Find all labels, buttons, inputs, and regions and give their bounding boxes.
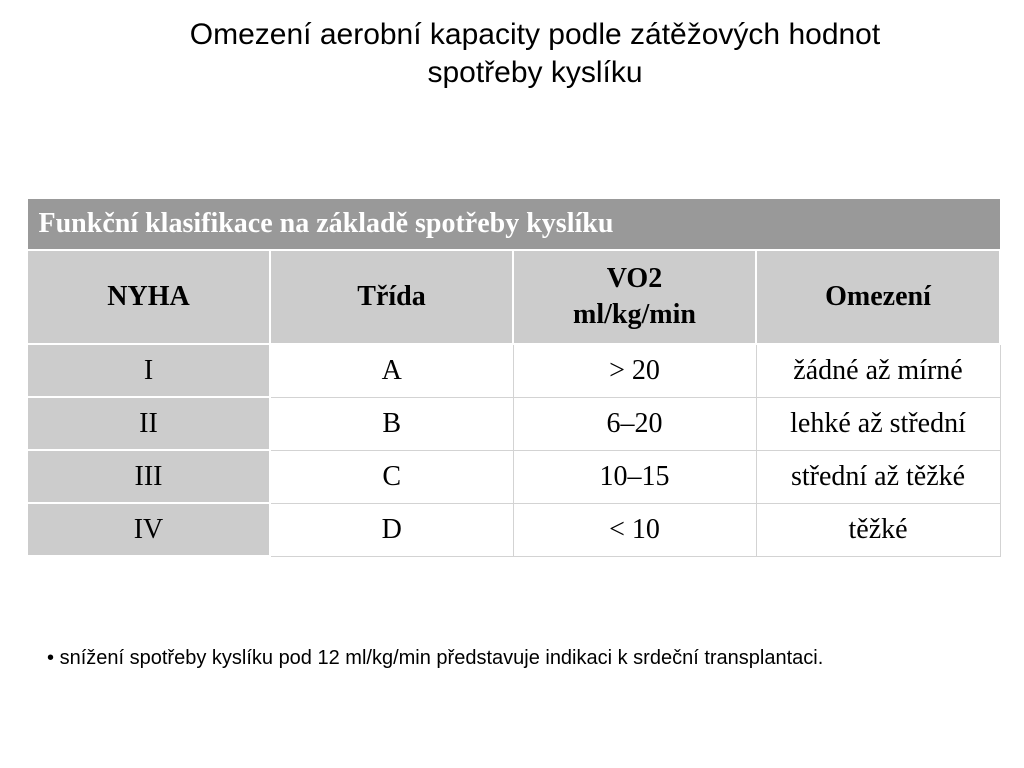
cell-trida: B	[270, 397, 513, 450]
bullet-marker: •	[47, 647, 55, 669]
slide-title	[60, 16, 1010, 92]
table-caption-row	[27, 199, 1000, 251]
cell-omezeni: střední až těžké	[756, 450, 1000, 503]
table-row	[27, 344, 1000, 397]
cell-nyha: III	[27, 450, 270, 503]
cell-omezeni: lehké až střední	[756, 397, 1000, 450]
cell-vo2: < 10	[513, 503, 756, 556]
cell-trida: C	[270, 450, 513, 503]
table-header-row	[27, 250, 1000, 344]
header-vo2-label: VO2	[606, 263, 663, 294]
cell-nyha: II	[27, 397, 270, 450]
table-caption: Funkční klasifikace na základě spotřeby kyslíku	[27, 199, 1000, 251]
transplant-note	[47, 643, 967, 673]
header-omezeni: Omezení	[756, 250, 1000, 344]
slide-title-line-1: Omezení aerobní kapacity podle zátěžových hodnot	[189, 18, 881, 51]
slide-title-line-2: spotřeby kyslíku	[427, 56, 643, 89]
table-row	[27, 450, 1000, 503]
cell-trida: D	[270, 503, 513, 556]
header-vo2-unit: ml/kg/min	[573, 299, 696, 330]
table-row	[27, 503, 1000, 556]
cell-vo2: > 20	[513, 344, 756, 397]
cell-omezeni: žádné až mírné	[756, 344, 1000, 397]
header-trida: Třída	[270, 250, 513, 344]
transplant-note-text: snížení spotřeby kyslíku pod 12 ml/kg/min představuje indikaci k srdeční transplantaci.	[59, 647, 824, 669]
cell-vo2: 6–20	[513, 397, 756, 450]
table-row	[27, 397, 1000, 450]
cell-nyha: IV	[27, 503, 270, 556]
header-nyha: NYHA	[27, 250, 270, 344]
cell-trida: A	[270, 344, 513, 397]
header-vo2	[513, 250, 756, 344]
cell-omezeni: těžké	[756, 503, 1000, 556]
classification-table	[26, 198, 1001, 557]
cell-nyha: I	[27, 344, 270, 397]
cell-vo2: 10–15	[513, 450, 756, 503]
